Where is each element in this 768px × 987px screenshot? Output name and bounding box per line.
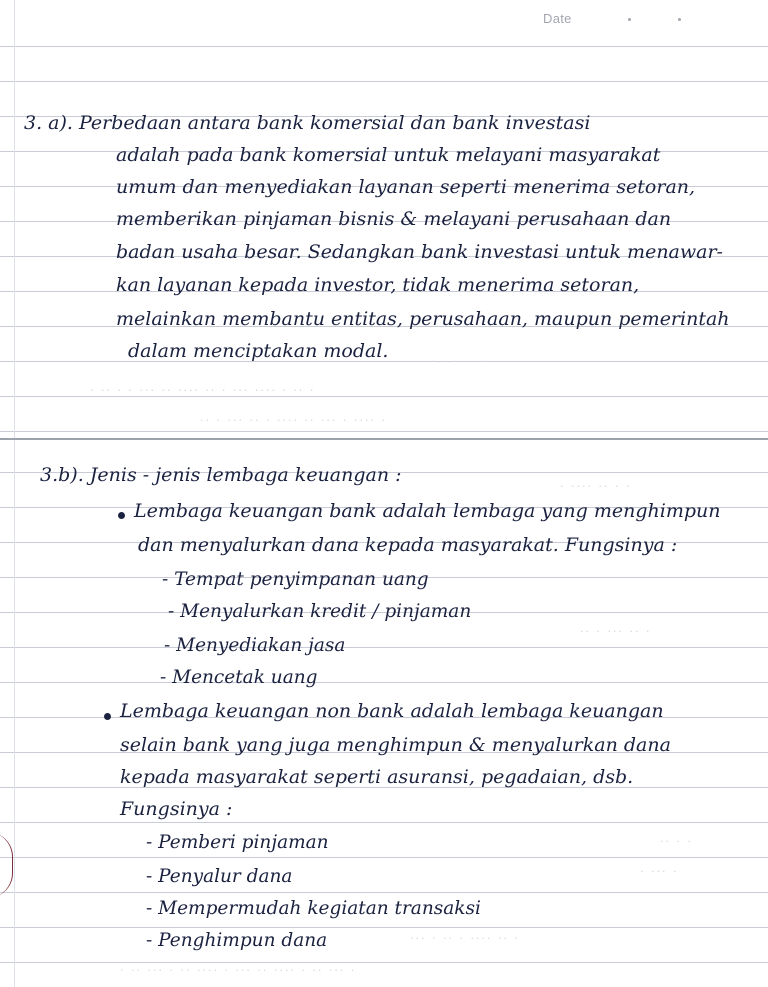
- margin-rule: [14, 440, 15, 987]
- date-label: Date: [543, 11, 572, 26]
- bank-function-item: - Mencetak uang: [160, 667, 318, 688]
- answer-3a-line: memberikan pinjaman bisnis & melayani perusahaan dan: [116, 208, 672, 230]
- non-bank-definition-line: Fungsinya :: [120, 798, 233, 820]
- answer-3a-line: umum dan menyediakan layanan seperti menerima setoran,: [116, 176, 696, 198]
- date-field-dot: [678, 18, 681, 21]
- bleed-through-text: · · · ··· ···· · ·: [420, 355, 519, 368]
- margin-rule: [14, 0, 15, 438]
- answer-3a-line: adalah pada bank komersial untuk melayani masyarakat: [116, 144, 661, 166]
- date-field-dot: [628, 18, 631, 21]
- non-bank-function-item: - Pemberi pinjaman: [146, 832, 329, 853]
- non-bank-function-item: - Mempermudah kegiatan transaksi: [146, 898, 481, 919]
- answer-3a-line: 3. a). Perbedaan antara bank komersial dan bank investasi: [24, 112, 591, 134]
- notebook-sheet-bottom: [0, 440, 768, 987]
- non-bank-definition-line: selain bank yang juga menghimpun & menyalurkan dana: [120, 734, 671, 756]
- bleed-through-text: ·· · ·: [660, 835, 693, 848]
- bleed-through-text: · ···· ·· · ·: [560, 480, 632, 493]
- bleed-through-text: · ·· · · ··· ·· ···· ·· · ··· ···· · ·· ·: [90, 384, 316, 397]
- notebook-sheet-top: [0, 0, 768, 440]
- non-bank-function-item: - Penyalur dana: [146, 866, 293, 887]
- answer-3b-heading: 3.b). Jenis - jenis lembaga keuangan :: [40, 464, 402, 486]
- bank-definition-line: Lembaga keuangan bank adalah lembaga yang menghimpun: [134, 500, 721, 522]
- bank-definition-line: dan menyalurkan dana kepada masyarakat. Fungsinya :: [138, 534, 678, 556]
- answer-3a-line: badan usaha besar. Sedangkan bank investasi untuk menawar-: [116, 241, 723, 263]
- bullet-dot: [118, 512, 125, 519]
- bleed-through-text: · ·· ··· · ·· ···· · ··· ·· ···· · ·· ··· ·: [120, 964, 357, 977]
- answer-3a-line: melainkan membantu entitas, perusahaan, maupun pemerintah: [116, 308, 730, 330]
- bleed-through-text: ·· · ··· ·· · ···· ·· ··· · ···· ·: [200, 414, 387, 427]
- bullet-dot: [104, 713, 111, 720]
- non-bank-definition-line: kepada masyarakat seperti asuransi, pegadaian, dsb.: [120, 766, 634, 788]
- non-bank-function-item: - Penghimpun dana: [146, 930, 328, 951]
- bank-function-item: - Menyediakan jasa: [164, 635, 346, 656]
- bank-function-item: - Menyalurkan kredit / pinjaman: [168, 601, 472, 622]
- bleed-through-text: ··· · ·· · ···· ·· ·: [410, 932, 520, 945]
- non-bank-definition-line: Lembaga keuangan non bank adalah lembaga keuangan: [120, 700, 664, 722]
- bleed-through-text: · ··· ·: [640, 865, 679, 878]
- answer-3a-line: kan layanan kepada investor, tidak menerima setoran,: [116, 274, 640, 296]
- bleed-through-text: ·· · ··· ·· ·: [580, 625, 652, 638]
- bank-function-item: - Tempat penyimpanan uang: [162, 569, 429, 590]
- answer-3a-line: dalam menciptakan modal.: [128, 340, 389, 362]
